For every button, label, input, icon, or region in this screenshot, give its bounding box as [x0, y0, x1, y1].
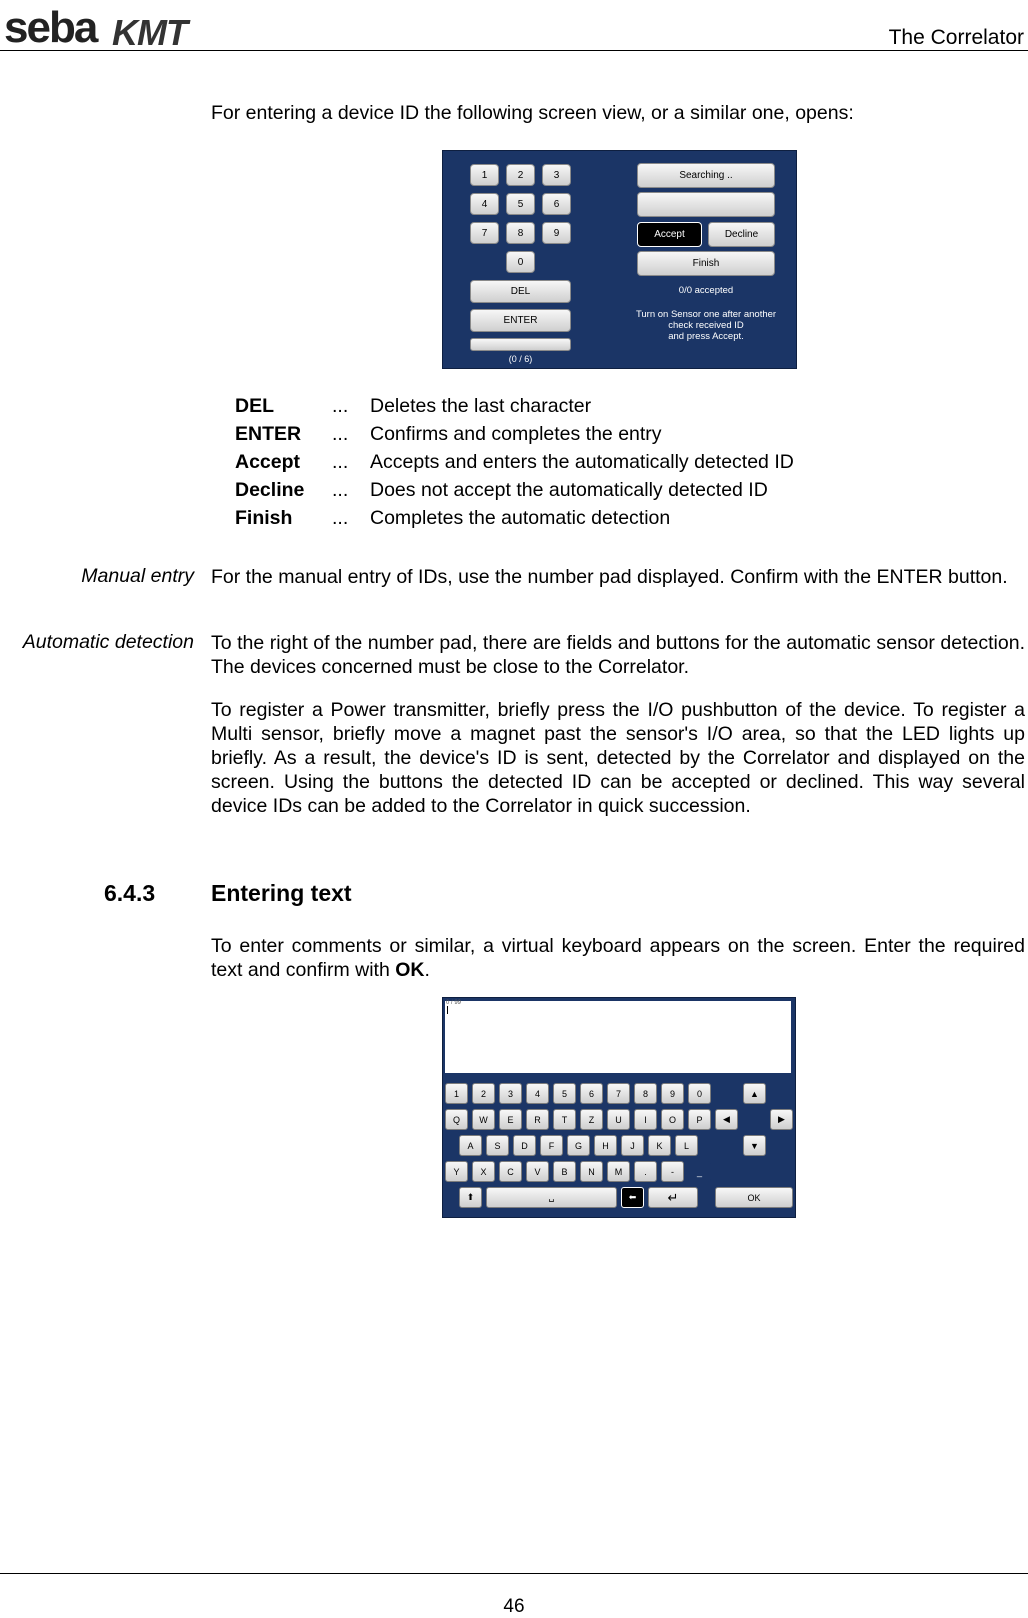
key-r[interactable]: R [526, 1109, 549, 1130]
key-4[interactable]: 4 [526, 1083, 549, 1104]
key-z[interactable]: Z [580, 1109, 603, 1130]
shift-key[interactable]: ⬆ [459, 1187, 482, 1208]
key-5[interactable]: 5 [506, 193, 535, 215]
header-title: The Correlator [888, 26, 1024, 49]
space-key[interactable]: ␣ [486, 1187, 617, 1208]
char-counter: 0 / 99 [446, 1000, 462, 1006]
definition-desc: Does not accept the automatically detected ID [370, 479, 768, 501]
id-input-field[interactable] [470, 338, 571, 351]
definition-desc: Accepts and enters the automatically detected ID [370, 451, 794, 473]
key-m[interactable]: M [607, 1161, 630, 1182]
key-v[interactable]: V [526, 1161, 549, 1182]
backspace-key[interactable]: ⬅ [621, 1187, 644, 1208]
key-3[interactable]: 3 [542, 164, 571, 186]
arrow-up-key[interactable]: ▲ [743, 1083, 766, 1104]
sebakmt-logo [4, 6, 230, 48]
enter-key[interactable]: ↵ [648, 1187, 698, 1208]
key-o[interactable]: O [661, 1109, 684, 1130]
section-title: Entering text [211, 880, 352, 906]
definition-term: Decline [235, 479, 305, 501]
page-number: 46 [503, 1596, 525, 1617]
decline-button[interactable]: Decline [708, 222, 775, 247]
key-x[interactable]: X [472, 1161, 495, 1182]
key-2[interactable]: 2 [506, 164, 535, 186]
key-4[interactable]: 4 [470, 193, 499, 215]
key-6[interactable]: 6 [580, 1083, 603, 1104]
key-e[interactable]: E [499, 1109, 522, 1130]
definition-desc: Deletes the last character [370, 395, 592, 417]
definition-dots: ... [332, 423, 349, 445]
key-q[interactable]: Q [445, 1109, 468, 1130]
manual-entry-text: For the manual entry of IDs, use the number pad displayed. Confirm with the ENTER button. [211, 566, 1008, 588]
arrow-right-key[interactable]: ▶ [770, 1109, 793, 1130]
key-8[interactable]: 8 [506, 222, 535, 244]
section-text-main: To enter comments or similar, a virtual keyboard appears on the screen. Enter the required text and confirm with [211, 935, 1025, 981]
id-counter: (0 / 6) [508, 354, 533, 364]
key-g[interactable]: G [567, 1135, 590, 1156]
key-j[interactable]: J [621, 1135, 644, 1156]
automatic-detection-text-2: To register a Power transmitter, briefly press the I/O pushbutton of the device. To register a Multi sensor, briefly move a magnet past the sensor's I/O area, so that the LED lights up briefly. As a result, the device's ID is sent, detected by the Correlator and displayed on the screen. Using the buttons the detected ID can be accepted or declined. This way several device IDs can be added to the Correlator in quick succession. [211, 699, 1025, 817]
key-8[interactable]: 8 [634, 1083, 657, 1104]
automatic-detection-text-1: To the right of the number pad, there are fields and buttons for the automatic sensor detection. The devices concerned must be close to the Correlator. [211, 632, 1025, 678]
key-2[interactable]: 2 [472, 1083, 495, 1104]
key-3[interactable]: 3 [499, 1083, 522, 1104]
key-underscore[interactable]: _ [688, 1161, 711, 1182]
key-a[interactable]: A [459, 1135, 482, 1156]
key-b[interactable]: B [553, 1161, 576, 1182]
virtual-keyboard-screenshot [442, 997, 796, 1218]
key-1[interactable]: 1 [445, 1083, 468, 1104]
section-number: 6.4.3 [104, 880, 156, 906]
key-7[interactable]: 7 [607, 1083, 630, 1104]
key-9[interactable]: 9 [542, 222, 571, 244]
instruction-line-2: check received ID [668, 320, 744, 331]
arrow-down-key[interactable]: ▼ [743, 1135, 766, 1156]
definition-term: ENTER [235, 423, 302, 445]
definition-dots: ... [332, 395, 349, 417]
footer-rule [0, 1573, 1028, 1574]
key-0[interactable]: 0 [506, 251, 535, 273]
definition-dots: ... [332, 451, 349, 473]
definition-desc: Confirms and completes the entry [370, 423, 662, 445]
instruction-line-1: Turn on Sensor one after another [635, 309, 777, 320]
definition-term: Accept [235, 451, 301, 473]
key-d[interactable]: D [513, 1135, 536, 1156]
key-1[interactable]: 1 [470, 164, 499, 186]
key-s[interactable]: S [486, 1135, 509, 1156]
key-5[interactable]: 5 [553, 1083, 576, 1104]
key-l[interactable]: L [675, 1135, 698, 1156]
definition-term: DEL [235, 395, 274, 417]
logo-kmt: KMT [112, 12, 187, 48]
manual-entry-label: Manual entry [81, 565, 194, 587]
key-w[interactable]: W [472, 1109, 495, 1130]
key-7[interactable]: 7 [470, 222, 499, 244]
key-9[interactable]: 9 [661, 1083, 684, 1104]
definition-desc: Completes the automatic detection [370, 507, 671, 529]
section-text-end: . [424, 959, 430, 981]
arrow-left-key[interactable]: ◀ [715, 1109, 738, 1130]
finish-button[interactable]: Finish [637, 251, 775, 276]
key-c[interactable]: C [499, 1161, 522, 1182]
del-button[interactable]: DEL [470, 280, 571, 303]
instruction-line-3: and press Accept. [668, 331, 744, 342]
key-hyphen[interactable]: - [661, 1161, 684, 1182]
text-entry-area[interactable] [445, 1001, 791, 1073]
intro-text: For entering a device ID the following screen view, or a similar one, opens: [211, 102, 854, 124]
logo-seba: seba [4, 6, 97, 48]
key-p[interactable]: P [688, 1109, 711, 1130]
definition-dots: ... [332, 479, 349, 501]
ok-button[interactable]: OK [715, 1187, 793, 1208]
section-text-ok: OK [395, 959, 425, 981]
key-i[interactable]: I [634, 1109, 657, 1130]
definition-term: Finish [235, 507, 293, 529]
enter-button[interactable]: ENTER [470, 309, 571, 332]
key-h[interactable]: H [594, 1135, 617, 1156]
key-y[interactable]: Y [445, 1161, 468, 1182]
text-cursor [447, 1006, 448, 1014]
accept-button[interactable]: Accept [637, 222, 702, 247]
accepted-status: 0/0 accepted [678, 285, 734, 296]
device-id-screenshot [442, 150, 797, 369]
detected-id-field [637, 192, 775, 217]
key-n[interactable]: N [580, 1161, 603, 1182]
section-text [211, 934, 1025, 982]
key-0[interactable]: 0 [688, 1083, 711, 1104]
key-period[interactable]: . [634, 1161, 657, 1182]
searching-status: Searching .. [637, 163, 775, 188]
key-f[interactable]: F [540, 1135, 563, 1156]
header-rule [0, 50, 1028, 51]
key-t[interactable]: T [553, 1109, 576, 1130]
key-k[interactable]: K [648, 1135, 671, 1156]
automatic-detection-label: Automatic detection [22, 631, 194, 653]
key-6[interactable]: 6 [542, 193, 571, 215]
definition-dots: ... [332, 507, 349, 529]
key-u[interactable]: U [607, 1109, 630, 1130]
